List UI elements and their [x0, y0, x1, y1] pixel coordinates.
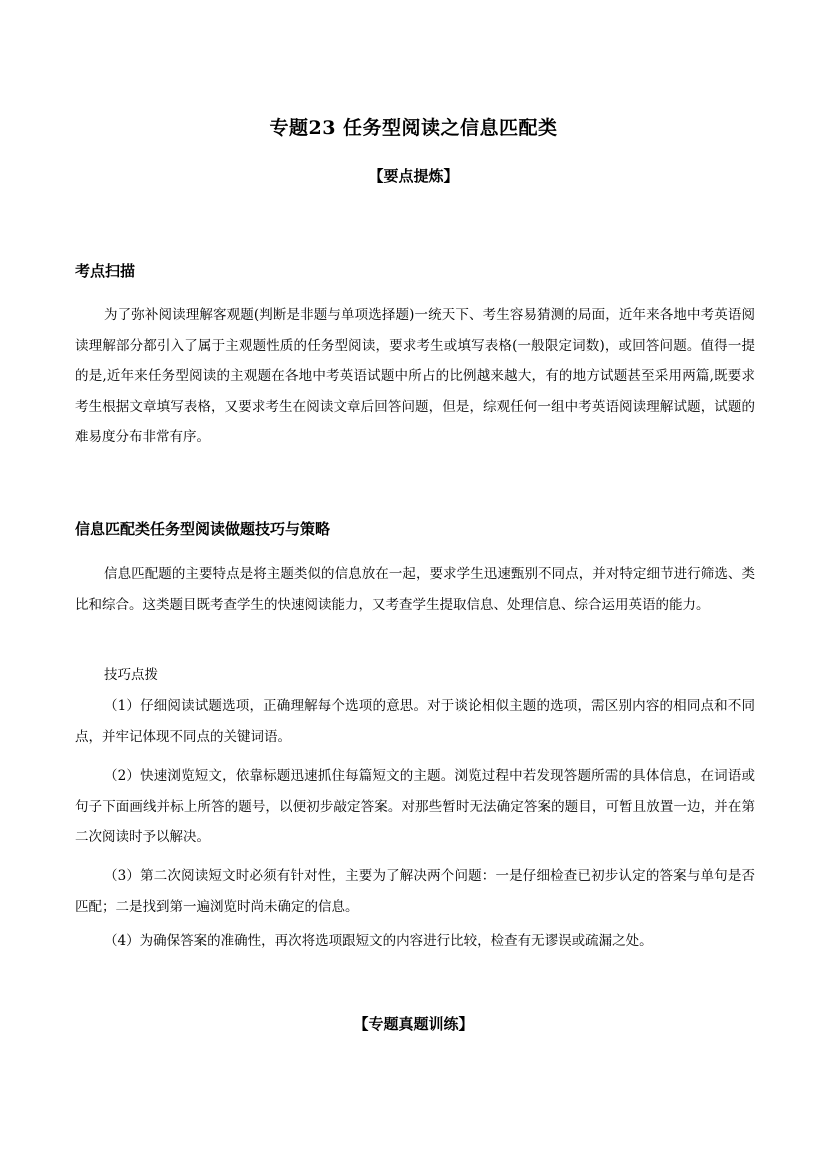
- section-heading-strategy: 信息匹配类任务型阅读做题技巧与策略: [75, 520, 331, 538]
- page-title: 专题23 任务型阅读之信息匹配类: [269, 117, 558, 139]
- intro-paragraph: 为了弥补阅读理解客观题(判断是非题与单项选择题)一统天下、考生容易猜测的局面，近年来各地中考英语阅读理解部分都引入了属于主观题性质的任务型阅读，要求考生或填写表格(一般限定词数)，或回答问题。值得一提的是,近年来任务型阅读的主观题在各地中考英语试题中所占的比例越来越大，有的地方试题甚至采用两篇,既要求考生根据文章填写表格，又要求考生在阅读文章后回答问题，但是，综观任何一组中考英语阅读理解试题，试题的难易度分布非常有序。: [75, 307, 755, 445]
- tips-label: 技巧点拨: [104, 667, 158, 683]
- tip-item-1: （1）仔细阅读试题选项，正确理解每个选项的意思。对于谈论相似主题的选项，需区别内容的相同点和不同点，并牢记体现不同点的关键词语。: [75, 698, 755, 745]
- feature-paragraph: 信息匹配题的主要特点是将主题类似的信息放在一起，要求学生迅速甄别不同点，并对特定细节进行筛选、类比和综合。这类题目既考查学生的快速阅读能力，又考查学生提取信息、处理信息、综合运用英语的能力。: [75, 566, 755, 613]
- tip-item-3: （3）第二次阅读短文时必须有针对性，主要为了解决两个问题：一是仔细检查已初步认定的答案与单句是否匹配；二是找到第一遍浏览时尚未确定的信息。: [75, 868, 755, 915]
- practice-heading: 【专题真题训练】: [353, 1015, 474, 1033]
- key-points-heading: 【要点提炼】: [368, 167, 459, 185]
- tip-item-2: （2）快速浏览短文，依靠标题迅速抓住每篇短文的主题。浏览过程中若发现答题所需的具体信息，在词语或句子下面画线并标上所答的题号，以便初步敲定答案。对那些暂时无法确定答案的题目，可暂且放置一边，并在第二次阅读时予以解决。: [75, 768, 755, 845]
- tip-item-4: （4）为确保答案的准确性，再次将选项跟短文的内容进行比较，检查有无谬误或疏漏之处。: [104, 933, 653, 949]
- section-heading-scan: 考点扫描: [75, 262, 136, 280]
